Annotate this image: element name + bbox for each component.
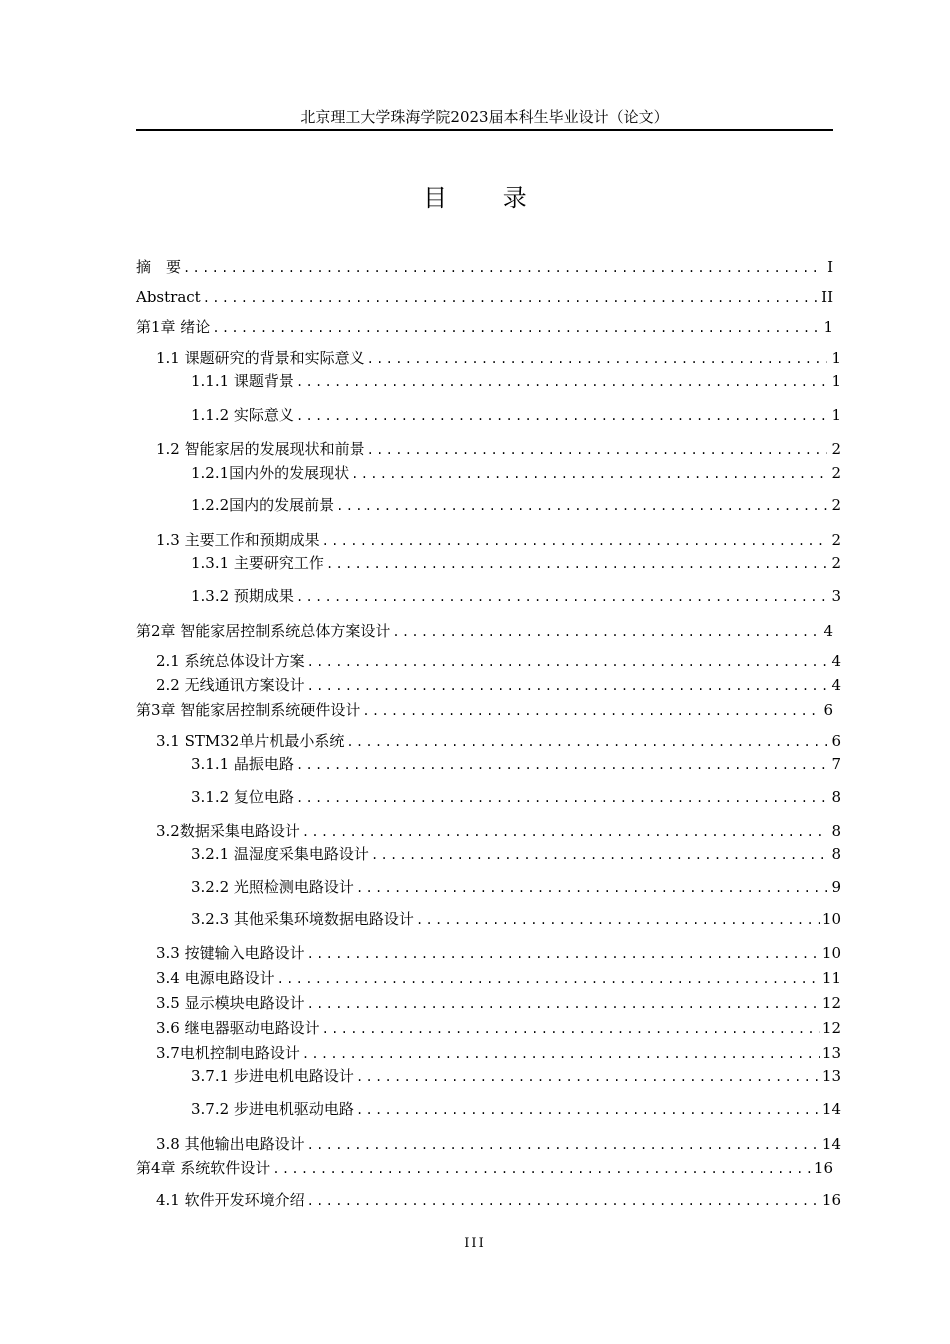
toc-entry-page: 2 (831, 531, 841, 549)
toc-entry-label: 2.2 无线通讯方案设计 (156, 676, 305, 694)
toc-entry-page: 11 (821, 969, 841, 987)
toc-entry[interactable] (191, 1098, 841, 1120)
toc-entry[interactable] (191, 494, 841, 516)
toc-entry-label: 3.8 其他输出电路设计 (156, 1135, 305, 1153)
toc-entry-label: 3.2数据采集电路设计 (156, 822, 300, 840)
toc-leader (212, 317, 819, 339)
toc-entry[interactable] (156, 942, 841, 964)
toc-leader (351, 463, 827, 485)
toc-entry[interactable] (191, 843, 841, 865)
toc-entry[interactable] (156, 730, 841, 752)
toc-entry-label: 2.1 系统总体设计方案 (156, 652, 305, 670)
toc-entry-page: 2 (831, 440, 841, 458)
toc-entry-page: II (821, 288, 833, 306)
toc-entry-label: 第2章 智能家居控制系统总体方案设计 (136, 622, 391, 640)
toc-leader (272, 1158, 812, 1180)
toc-entry-page: 3 (831, 587, 841, 605)
toc-leader (392, 621, 819, 643)
toc-leader (367, 348, 827, 370)
toc-entry[interactable] (156, 992, 841, 1014)
toc-leader (296, 754, 827, 776)
toc-leader (296, 371, 827, 393)
page-number: III (464, 1236, 486, 1251)
toc-entry-page: 1 (831, 406, 841, 424)
toc-leader (183, 257, 819, 279)
toc-entry-label: 1.2.2国内的发展前景 (191, 496, 335, 514)
toc-leader (416, 909, 820, 931)
toc-entry[interactable] (191, 370, 841, 392)
toc-entry-label: 1.1.2 实际意义 (191, 406, 294, 424)
toc-leader (307, 1134, 820, 1156)
toc-leader (322, 1018, 820, 1040)
toc-leader (296, 787, 827, 809)
toc-entry-page: I (827, 258, 833, 276)
toc-entry-label: 3.2.2 光照检测电路设计 (191, 878, 354, 896)
toc-entry-page: 4 (823, 622, 833, 640)
toc-leader (356, 877, 827, 899)
toc-leader (203, 287, 819, 309)
toc-entry-label: 3.1 STM32单片机最小系统 (156, 732, 345, 750)
toc-leader (302, 1043, 820, 1065)
toc-entry[interactable] (136, 699, 833, 721)
toc-entry[interactable] (191, 876, 841, 898)
toc-leader (296, 586, 827, 608)
header-rule (136, 129, 833, 131)
toc-entry-page: 8 (831, 788, 841, 806)
toc-leader (356, 1066, 820, 1088)
toc-entry[interactable] (136, 256, 833, 278)
toc-entry-label: 第4章 系统软件设计 (136, 1159, 271, 1177)
toc-entry-label: 第3章 智能家居控制系统硬件设计 (136, 701, 361, 719)
toc-entry-label: 3.5 显示模块电路设计 (156, 994, 305, 1012)
toc-leader (356, 1099, 820, 1121)
toc-entry-label: 1.2 智能家居的发展现状和前景 (156, 440, 365, 458)
toc-entry-page: 16 (813, 1159, 833, 1177)
toc-entry-label: 3.4 电源电路设计 (156, 969, 275, 987)
toc-entry-label: 3.7.1 步进电机电路设计 (191, 1067, 354, 1085)
toc-entry-page: 2 (831, 464, 841, 482)
toc-entry-label: 3.6 继电器驱动电路设计 (156, 1019, 320, 1037)
toc-entry-label: 3.3 按键输入电路设计 (156, 944, 305, 962)
toc-entry[interactable] (136, 316, 833, 338)
toc-entry[interactable] (191, 786, 841, 808)
toc-entry[interactable] (156, 438, 841, 460)
toc-entry[interactable] (156, 1133, 841, 1155)
toc-entry[interactable] (191, 585, 841, 607)
toc-entry-page: 2 (831, 496, 841, 514)
toc-entry-page: 6 (831, 732, 841, 750)
toc-entry-page: 10 (821, 910, 841, 928)
toc-entry-page: 8 (831, 845, 841, 863)
toc-leader (367, 439, 827, 461)
toc-title: 目 录 (423, 184, 551, 212)
toc-leader (296, 405, 827, 427)
toc-leader (326, 553, 827, 575)
toc-entry[interactable] (156, 967, 841, 989)
toc-entry-page: 9 (831, 878, 841, 896)
toc-entry-label: 3.7.2 步进电机驱动电路 (191, 1100, 354, 1118)
toc-entry-label: 3.1.1 晶振电路 (191, 755, 294, 773)
toc-entry[interactable] (156, 1017, 841, 1039)
toc-entry[interactable] (156, 347, 841, 369)
toc-entry[interactable] (191, 462, 841, 484)
toc-leader (307, 993, 820, 1015)
toc-entry-page: 6 (823, 701, 833, 719)
toc-entry[interactable] (191, 1065, 841, 1087)
toc-leader (307, 651, 827, 673)
toc-entry-page: 1 (831, 349, 841, 367)
toc-entry[interactable] (136, 1157, 833, 1179)
toc-entry-page: 1 (831, 372, 841, 390)
toc-entry-label: 3.7电机控制电路设计 (156, 1044, 300, 1062)
toc-entry-label: Abstract (136, 288, 201, 306)
toc-leader (336, 495, 827, 517)
toc-leader (307, 675, 827, 697)
toc-entry-page: 16 (821, 1191, 841, 1209)
toc-leader (346, 731, 827, 753)
toc-entry[interactable] (156, 1189, 841, 1211)
toc-entry[interactable] (156, 674, 841, 696)
toc-entry-page: 13 (821, 1044, 841, 1062)
toc-entry-label: 4.1 软件开发环境介绍 (156, 1191, 305, 1209)
toc-entry-page: 14 (821, 1135, 841, 1153)
toc-leader (277, 968, 820, 990)
toc-entry[interactable] (191, 552, 841, 574)
toc-entry-label: 1.3.2 预期成果 (191, 587, 294, 605)
toc-entry[interactable] (156, 820, 841, 842)
toc-entry-label: 1.1.1 课题背景 (191, 372, 294, 390)
toc-leader (302, 821, 827, 843)
toc-leader (362, 700, 819, 722)
toc-entry[interactable] (136, 620, 833, 642)
toc-entry-label: 1.3.1 主要研究工作 (191, 554, 324, 572)
toc-entry-page: 13 (821, 1067, 841, 1085)
toc-leader (307, 1190, 820, 1212)
toc-entry-page: 7 (831, 755, 841, 773)
toc-entry[interactable] (191, 753, 841, 775)
toc-entry[interactable] (156, 1042, 841, 1064)
toc-entry-page: 12 (821, 994, 841, 1012)
toc-entry-label: 3.2.3 其他采集环境数据电路设计 (191, 910, 414, 928)
toc-entry-label: 1.1 课题研究的背景和实际意义 (156, 349, 365, 367)
toc-entry-page: 4 (831, 652, 841, 670)
toc-entry-label: 3.1.2 复位电路 (191, 788, 294, 806)
toc-entry-page: 10 (821, 944, 841, 962)
toc-entry[interactable] (191, 908, 841, 930)
toc-entry-page: 1 (823, 318, 833, 336)
toc-entry[interactable] (156, 529, 841, 551)
toc-entry-label: 1.3 主要工作和预期成果 (156, 531, 320, 549)
toc-entry[interactable] (191, 404, 841, 426)
toc-entry[interactable] (156, 650, 841, 672)
toc-entry-page: 14 (821, 1100, 841, 1118)
page-header: 北京理工大学珠海学院2023届本科生毕业设计（论文） (300, 108, 669, 126)
toc-entry-page: 2 (831, 554, 841, 572)
toc-entry-label: 第1章 绪论 (136, 318, 211, 336)
toc-entry-page: 12 (821, 1019, 841, 1037)
toc-entry-label: 摘 要 (136, 258, 182, 276)
toc-entry-page: 4 (831, 676, 841, 694)
toc-leader (307, 943, 820, 965)
toc-entry-page: 8 (831, 822, 841, 840)
toc-entry-label: 3.2.1 温湿度采集电路设计 (191, 845, 369, 863)
toc-entry[interactable] (136, 286, 833, 308)
toc-entry-label: 1.2.1国内外的发展现状 (191, 464, 350, 482)
toc-leader (371, 844, 827, 866)
toc-leader (322, 530, 827, 552)
